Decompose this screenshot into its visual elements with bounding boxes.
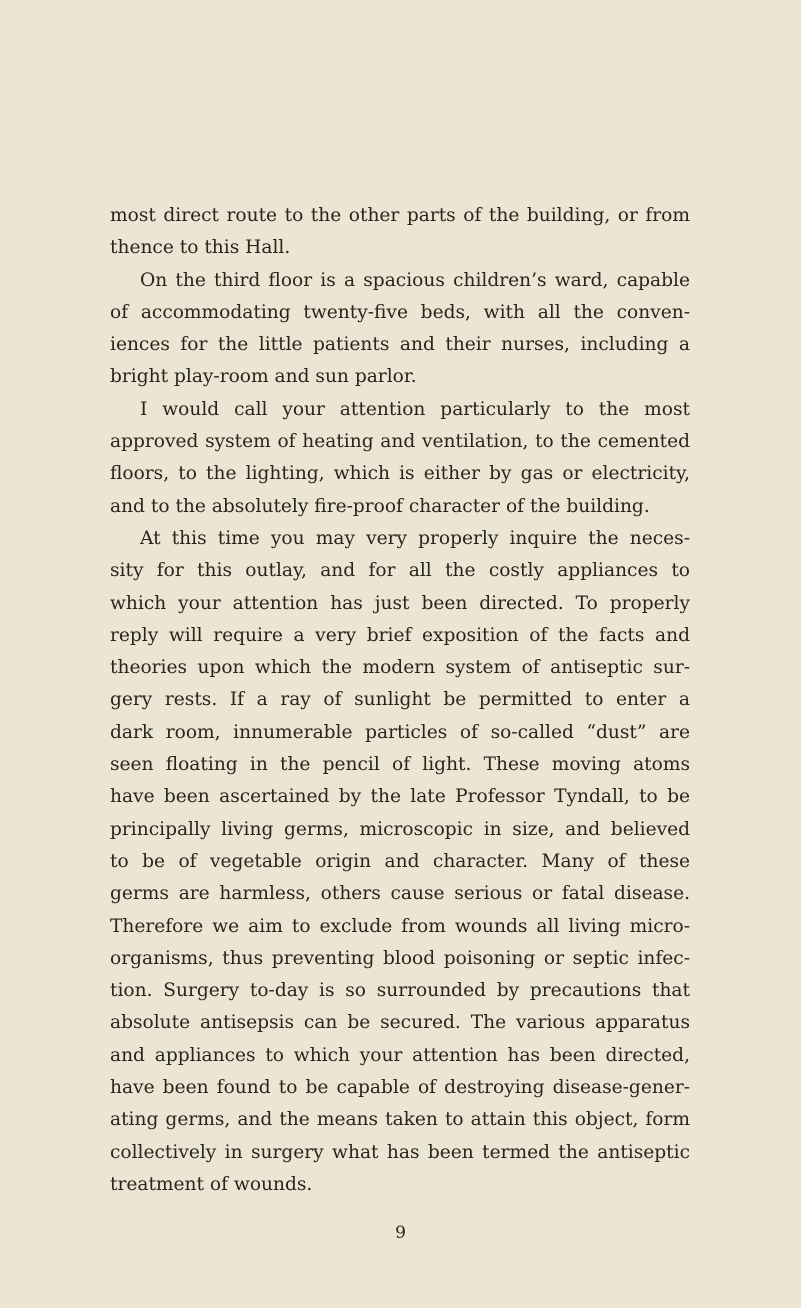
text-line: dark room, innumerable particles of so-called “dust” are — [110, 721, 690, 743]
text-line: absolute antisepsis can be secured. The various apparatus — [110, 1012, 690, 1034]
text-line: germs are harmless, others cause serious or fatal disease. — [110, 883, 690, 905]
text-line: theories upon which the modern system of antiseptic sur- — [110, 657, 690, 679]
text-line: have been ascertained by the late Professor Tyndall, to be — [110, 786, 690, 808]
text-line: of accommodating twenty-five beds, with all the conven- — [110, 301, 690, 323]
text-line: treatment of wounds. — [110, 1173, 313, 1195]
text-line: reply will require a very brief exposition of the facts and — [110, 624, 690, 646]
text-line: On the third floor is a spacious children’s ward, capable — [140, 269, 690, 291]
body-text — [110, 200, 690, 1201]
text-line: iences for the little patients and their nurses, including a — [110, 334, 690, 356]
text-line: and appliances to which your attention has been directed, — [110, 1044, 690, 1066]
text-line: which your attention has just been directed. To properly — [110, 592, 690, 614]
text-line: tion. Surgery to-day is so surrounded by precautions that — [110, 980, 690, 1002]
text-line: to be of vegetable origin and character. Many of these — [110, 850, 690, 872]
text-line: sity for this outlay, and for all the costly appliances to — [110, 560, 690, 582]
text-line: seen floating in the pencil of light. These moving atoms — [110, 754, 690, 776]
text-line: Therefore we aim to exclude from wounds all living micro- — [110, 915, 690, 937]
text-line: At this time you may very properly inquire the neces- — [140, 527, 690, 549]
text-line: and to the absolutely fire-proof character of the building. — [110, 495, 650, 517]
text-line: thence to this Hall. — [110, 237, 291, 259]
text-line: collectively in surgery what has been termed the antiseptic — [110, 1141, 690, 1163]
text-line: organisms, thus preventing blood poisoning or septic infec- — [110, 947, 690, 969]
text-line: bright play-room and sun parlor. — [110, 366, 417, 388]
text-line: gery rests. If a ray of sunlight be permitted to enter a — [110, 689, 690, 711]
text-line: most direct route to the other parts of the building, or from — [110, 205, 690, 226]
text-line: have been found to be capable of destroying disease-gener- — [110, 1077, 690, 1099]
text-line: approved system of heating and ventilation, to the cemented — [110, 431, 690, 453]
text-line: floors, to the lighting, which is either by gas or electricity, — [110, 463, 690, 485]
page-number: 9 — [395, 1223, 406, 1243]
text-line: principally living germs, microscopic in size, and believed — [110, 818, 690, 840]
text-line: ating germs, and the means taken to attain this object, form — [110, 1109, 690, 1131]
text-line: I would call your attention particularly to the most — [140, 398, 690, 420]
